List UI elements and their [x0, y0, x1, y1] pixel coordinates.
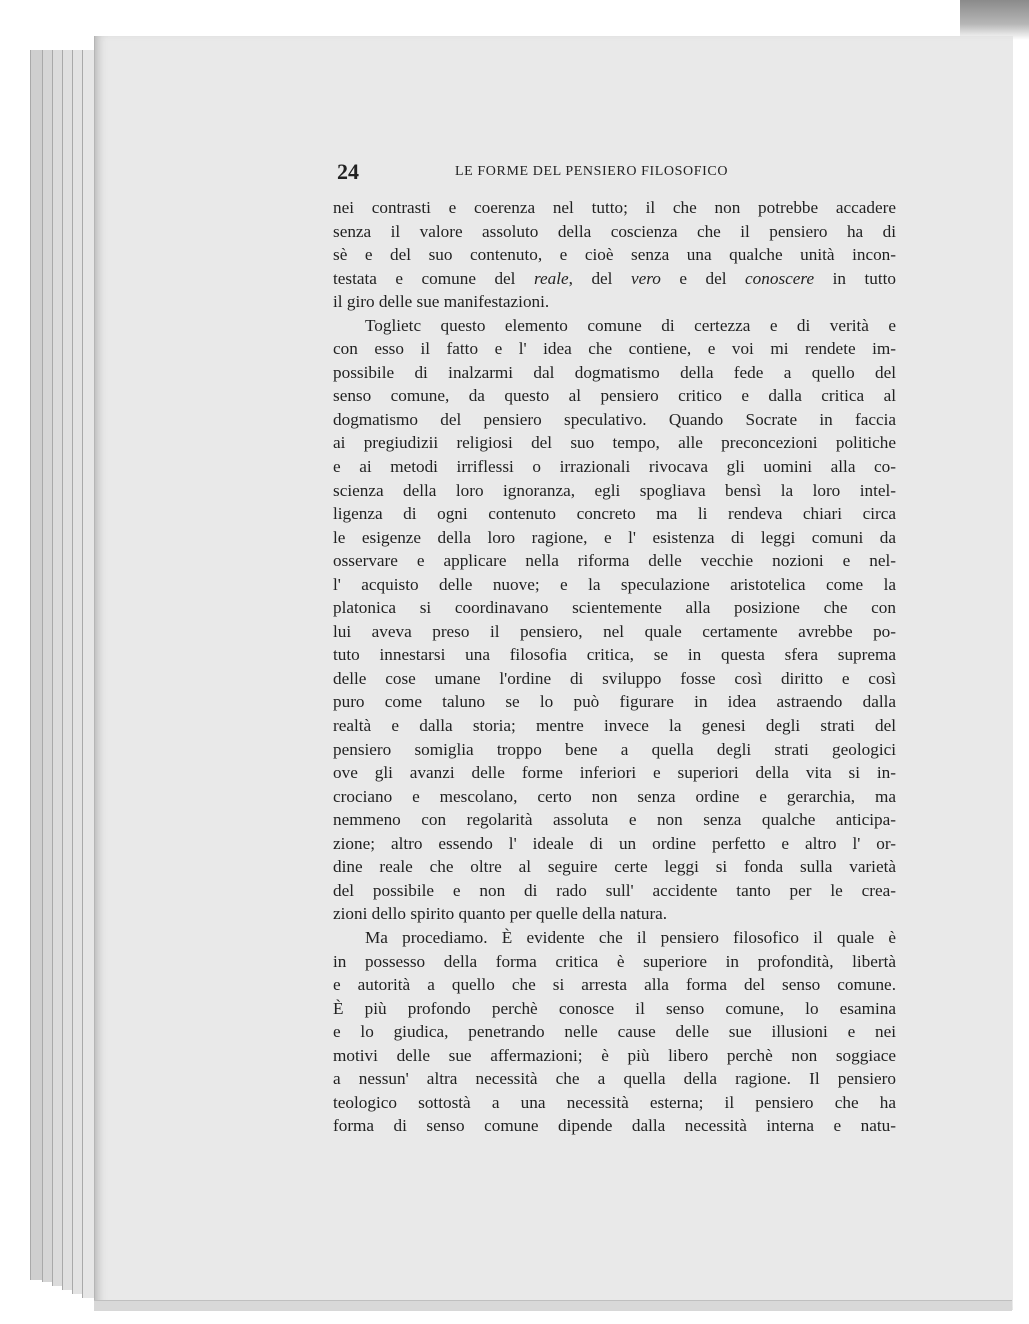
text-run: , del: [568, 268, 631, 288]
text-line: dine reale che oltre al seguire certe leggi si fonda sulla varietà: [333, 857, 896, 877]
text-line: ove gli avanzi delle forme inferiori e superiori della vita si in-: [333, 763, 896, 783]
text-run: testata e comune del: [333, 268, 534, 288]
text-line: platonica si coordinavano scientemente alla posizione che con: [333, 598, 896, 618]
text-line: teologico sottostà a una necessità esterna; il pensiero che ha: [333, 1092, 896, 1112]
text-line: ai pregiudizii religiosi del suo tempo, alle preconcezioni politiche: [333, 433, 896, 453]
text-line: realtà e dalla storia; mentre invece la genesi degli strati del: [333, 716, 896, 736]
text-line: l' acquisto delle nuove; e la speculazione aristotelica come la: [333, 574, 896, 594]
italic-term: conoscere: [745, 268, 815, 288]
text-line: con esso il fatto e l' idea che contiene, e voi mi rendete im-: [333, 339, 896, 359]
page-bottom-edge: [94, 1300, 1012, 1311]
text-run: in tutto: [814, 268, 896, 288]
text-line: crociano e mescolano, certo non senza ordine e gerarchia, ma: [333, 786, 896, 806]
text-line: in possesso della forma critica è superiore in profondità, libertà: [333, 951, 896, 971]
text-line: forma di senso comune dipende dalla necessità interna e natu-: [333, 1116, 896, 1136]
running-title: LE FORME DEL PENSIERO FILOSOFICO: [455, 164, 729, 179]
text-line: sè e del suo contenuto, e cioè senza una qualche unità incon-: [333, 245, 896, 265]
text-line: puro come taluno se lo può figurare in idea astraendo dalla: [333, 692, 896, 712]
body-text: [333, 196, 896, 1138]
text-line: ligenza di ogni contenuto concreto ma li rendeva chiari circa: [333, 504, 896, 524]
text-line: osservare e applicare nella riforma delle vecchie nozioni e nel-: [333, 551, 896, 571]
text-line: possibile di inalzarmi dal dogmatismo della fede a quello del: [333, 362, 896, 382]
text-line: Ma procediamo. È evidente che il pensiero filosofico il quale è: [365, 927, 896, 947]
text-line: delle cose umane l'ordine di sviluppo fosse così diritto e così: [333, 668, 896, 688]
text-line: senza il valore assoluto della coscienza che il pensiero ha di: [333, 221, 896, 241]
running-head: [337, 158, 897, 186]
text-line: senso comune, da questo al pensiero critico e dalla critica al: [333, 386, 896, 406]
text-line: il giro delle sue manifestazioni.: [333, 292, 550, 312]
text-line: zione; altro essendo l' ideale di un ordine perfetto e altro l' or-: [333, 833, 896, 853]
text-line: Toglietc questo elemento comune di certezza e di verità e: [365, 315, 896, 335]
page-number: 24: [337, 159, 359, 184]
text-line: le esigenze della loro ragione, e l' esistenza di leggi comuni da: [333, 527, 896, 547]
text-line: È più profondo perchè conosce il senso comune, lo esamina: [333, 998, 896, 1018]
text-line: dogmatismo del pensiero speculativo. Quando Socrate in faccia: [333, 409, 896, 429]
text-line: e autorità a quello che si arresta alla forma del senso comune.: [333, 975, 896, 995]
text-line: a nessun' altra necessità che a quella della ragione. Il pensiero: [333, 1069, 896, 1089]
text-line: nei contrasti e coerenza nel tutto; il che non potrebbe accadere: [333, 198, 896, 217]
text-line: pensiero somiglia troppo bene a quella degli strati geologici: [333, 739, 896, 759]
text-run: e del: [660, 268, 746, 288]
italic-term: vero: [630, 268, 661, 288]
text-line: del possibile e non di rado sull' accidente tanto per le crea-: [333, 880, 896, 900]
text-line: e lo giudica, penetrando nelle cause delle sue illusioni e nei: [333, 1022, 896, 1042]
text-line: tuto innestarsi una filosofia critica, se in questa sfera suprema: [333, 645, 896, 665]
binding-shadow: [960, 0, 1029, 40]
text-line: [333, 267, 896, 291]
text-line: nemmeno con regolarità assoluta e non senza qualche anticipa-: [333, 810, 896, 830]
text-line: motivi delle sue affermazioni; è più libero perchè non soggiace: [333, 1045, 896, 1065]
text-line: scienza della loro ignoranza, egli spogliava bensì la loro intel-: [333, 480, 896, 500]
text-line: zioni dello spirito quanto per quelle della natura.: [333, 904, 668, 924]
text-line: e ai metodi irriflessi o irrazionali rivocava gli uomini alla co-: [333, 457, 896, 477]
text-line: lui aveva preso il pensiero, nel quale certamente avrebbe po-: [333, 621, 896, 641]
italic-term: reale: [533, 268, 569, 288]
